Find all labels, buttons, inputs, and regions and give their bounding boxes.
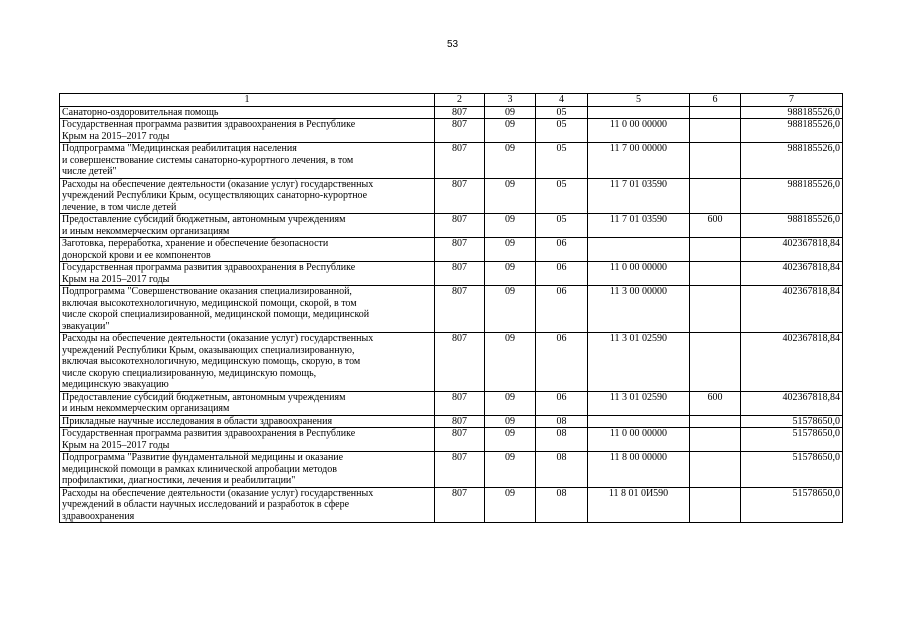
row-subsection-code: 06 [536,333,588,392]
row-expense-type-code [690,119,741,143]
row-target-code [588,415,690,428]
budget-table [59,93,843,523]
table-row [60,333,843,392]
row-amount: 402367818,84 [741,333,843,392]
table-row [60,415,843,428]
row-name: Государственная программа развития здравоохранения в Республике Крым на 2015–2017 годы [60,119,435,143]
row-ministry-code: 807 [435,428,485,452]
row-section-code: 09 [485,391,536,415]
row-target-code [588,238,690,262]
row-ministry-code: 807 [435,262,485,286]
row-ministry-code: 807 [435,391,485,415]
row-name: Государственная программа развития здравоохранения в Республике Крым на 2015–2017 годы [60,428,435,452]
row-ministry-code: 807 [435,238,485,262]
header-col-1: 1 [60,94,435,107]
header-col-7: 7 [741,94,843,107]
table-row [60,452,843,488]
row-amount: 988185526,0 [741,178,843,214]
row-expense-type-code [690,143,741,179]
row-section-code: 09 [485,238,536,262]
row-target-code: 11 7 01 03590 [588,214,690,238]
header-col-4: 4 [536,94,588,107]
row-ministry-code: 807 [435,487,485,523]
row-section-code: 09 [485,487,536,523]
row-ministry-code: 807 [435,143,485,179]
table-row [60,238,843,262]
row-subsection-code: 05 [536,143,588,179]
row-section-code: 09 [485,415,536,428]
row-amount: 51578650,0 [741,487,843,523]
row-target-code: 11 3 00 00000 [588,286,690,333]
row-section-code: 09 [485,119,536,143]
row-subsection-code: 08 [536,487,588,523]
row-ministry-code: 807 [435,286,485,333]
table-row [60,178,843,214]
row-name: Подпрограмма "Развитие фундаментальной медицины и оказание медицинской помощи в рамках клинической апробации методов профилактики, диагностики, лечения и реабилитации" [60,452,435,488]
row-section-code: 09 [485,143,536,179]
row-amount: 51578650,0 [741,452,843,488]
row-amount: 988185526,0 [741,119,843,143]
row-section-code: 09 [485,428,536,452]
row-subsection-code: 06 [536,286,588,333]
row-amount: 988185526,0 [741,106,843,119]
table-row [60,487,843,523]
row-amount: 402367818,84 [741,286,843,333]
row-name: Государственная программа развития здравоохранения в Республике Крым на 2015–2017 годы [60,262,435,286]
row-name: Расходы на обеспечение деятельности (оказание услуг) государственных учреждений Республики Крым, осуществляющих санаторно-курортное лечение, в том числе детей [60,178,435,214]
row-target-code: 11 8 00 00000 [588,452,690,488]
row-subsection-code: 06 [536,238,588,262]
row-amount: 51578650,0 [741,415,843,428]
row-amount: 402367818,84 [741,391,843,415]
row-section-code: 09 [485,214,536,238]
row-expense-type-code: 600 [690,214,741,238]
row-expense-type-code [690,238,741,262]
row-subsection-code: 05 [536,178,588,214]
row-amount: 988185526,0 [741,214,843,238]
row-subsection-code: 06 [536,262,588,286]
table-row [60,119,843,143]
row-name: Заготовка, переработка, хранение и обеспечение безопасности донорской крови и ее компонентов [60,238,435,262]
row-subsection-code: 08 [536,452,588,488]
row-target-code: 11 7 00 00000 [588,143,690,179]
row-amount: 402367818,84 [741,238,843,262]
row-name: Предоставление субсидий бюджетным, автономным учреждениям и иным некоммерческим организациям [60,391,435,415]
row-section-code: 09 [485,106,536,119]
row-expense-type-code [690,286,741,333]
row-expense-type-code [690,333,741,392]
table-row [60,106,843,119]
row-target-code: 11 0 00 00000 [588,428,690,452]
row-amount: 988185526,0 [741,143,843,179]
row-ministry-code: 807 [435,119,485,143]
row-amount: 402367818,84 [741,262,843,286]
header-row [60,94,843,107]
row-target-code: 11 3 01 02590 [588,391,690,415]
row-expense-type-code [690,415,741,428]
row-subsection-code: 08 [536,428,588,452]
row-ministry-code: 807 [435,214,485,238]
row-expense-type-code [690,178,741,214]
row-target-code: 11 7 01 03590 [588,178,690,214]
table-row [60,262,843,286]
table-row [60,428,843,452]
row-name: Расходы на обеспечение деятельности (оказание услуг) государственных учреждений Республики Крым, оказывающих специализированную, включая высокотехнологичную, медицинскую помощь, скорую, в том числе скорую специализированную, медицинскую помощь, медицинскую эвакуацию [60,333,435,392]
row-subsection-code: 05 [536,214,588,238]
row-name: Прикладные научные исследования в области здравоохранения [60,415,435,428]
row-section-code: 09 [485,178,536,214]
row-expense-type-code [690,262,741,286]
row-expense-type-code [690,106,741,119]
row-target-code: 11 3 01 02590 [588,333,690,392]
page-number: 53 [446,39,459,50]
row-ministry-code: 807 [435,333,485,392]
row-section-code: 09 [485,333,536,392]
table-row [60,391,843,415]
row-amount: 51578650,0 [741,428,843,452]
header-col-6: 6 [690,94,741,107]
row-ministry-code: 807 [435,415,485,428]
row-name: Подпрограмма "Медицинская реабилитация населения и совершенствование системы санаторно-курортного лечения, в том числе детей" [60,143,435,179]
row-target-code [588,106,690,119]
row-target-code: 11 0 00 00000 [588,119,690,143]
row-subsection-code: 05 [536,119,588,143]
row-expense-type-code [690,487,741,523]
row-target-code: 11 0 00 00000 [588,262,690,286]
row-expense-type-code: 600 [690,391,741,415]
row-expense-type-code [690,452,741,488]
row-subsection-code: 08 [536,415,588,428]
row-expense-type-code [690,428,741,452]
row-subsection-code: 05 [536,106,588,119]
row-ministry-code: 807 [435,106,485,119]
table-row [60,214,843,238]
row-name: Санаторно-оздоровительная помощь [60,106,435,119]
row-subsection-code: 06 [536,391,588,415]
row-name: Подпрограмма "Совершенствование оказания специализированной, включая высокотехнологичную, медицинской помощи, скорой, в том числе скорой специализированной, медицинской помощи, медицинской эвакуации" [60,286,435,333]
row-section-code: 09 [485,452,536,488]
row-section-code: 09 [485,286,536,333]
row-target-code: 11 8 01 0И590 [588,487,690,523]
row-section-code: 09 [485,262,536,286]
table-row [60,286,843,333]
row-name: Расходы на обеспечение деятельности (оказание услуг) государственных учреждений в области научных исследований и разработок в сфере здравоохранения [60,487,435,523]
row-name: Предоставление субсидий бюджетным, автономным учреждениям и иным некоммерческим организациям [60,214,435,238]
header-col-2: 2 [435,94,485,107]
row-ministry-code: 807 [435,452,485,488]
header-col-3: 3 [485,94,536,107]
table-row [60,143,843,179]
row-ministry-code: 807 [435,178,485,214]
header-col-5: 5 [588,94,690,107]
